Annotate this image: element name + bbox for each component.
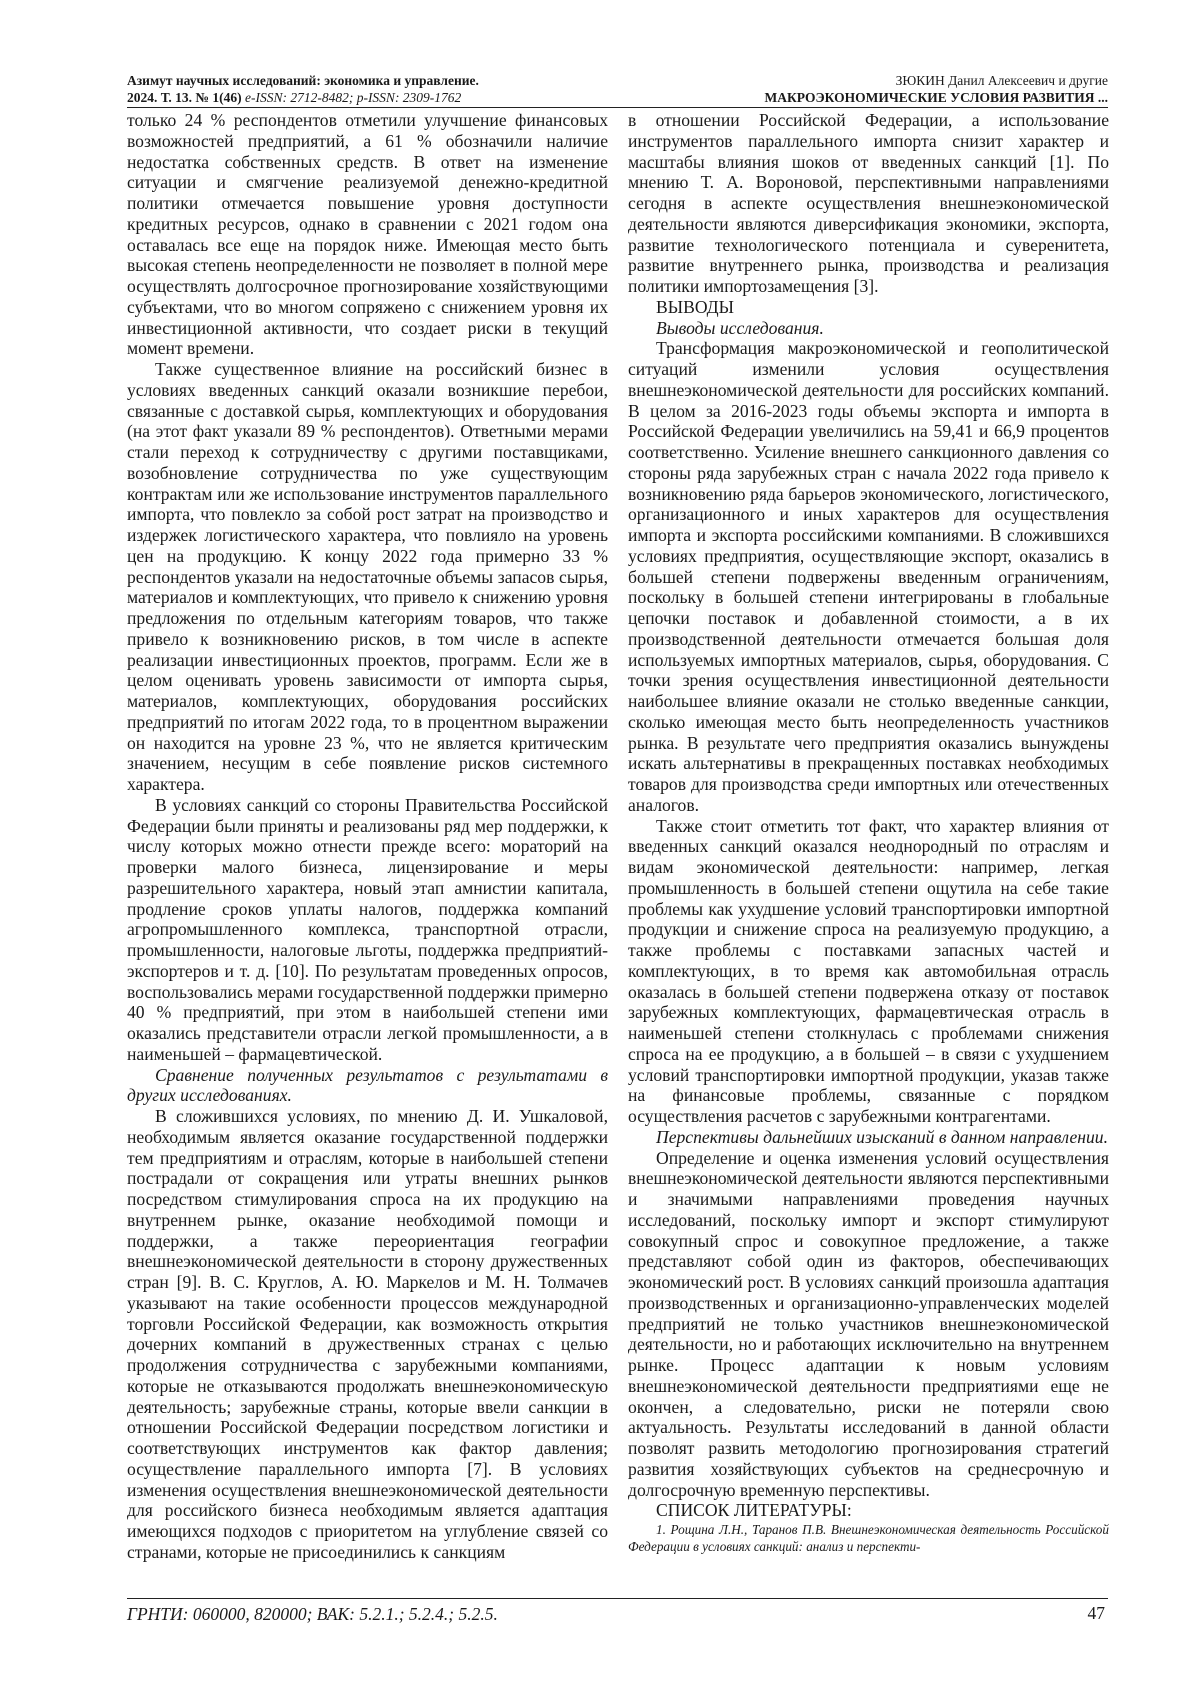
right-column — [628, 110, 1109, 1555]
article-authors: ЗЮКИН Данил Алексеевич и другие — [895, 73, 1108, 88]
prospects-subheading: Перспективы дальнейших изысканий в данном направлении. — [656, 1126, 1108, 1147]
paragraph: Трансформация макроэкономической и геополитической ситуаций изменили условия осуществления внешнеэкономической деятельности для российских компаний. В целом за 2016-2023 годы объемы экспорта и импорта в Российской Федерации увеличились на 59,41 и 66,9 процентов соответственно. Усиление внешнего санкционного давления со стороны ряда зарубежных стран с начала 2022 года привело к возникновению ряда барьеров экономического, логистического, организационного и иных характеров для осуществления импорта и экспорта российскими компаниями. В сложившихся условиях предприятия, осуществляющие экспорт, оказались в большей степени подвержены введенным ограничениям, поскольку в большей степени интегрированы в глобальные цепочки поставок и добавленной стоимости, а в их производственной деятельности отмечается большая доля используемых импортных материалов, сырья, оборудования. С точки зрения осуществления инвестиционной деятельности наибольшее влияние оказали не столько введенные санкции, сколько имеющая место быть неопределенность участников рынка. В результате чего предприятия оказались вынуждены искать альтернативы в прекращенных поставках необходимых товаров для производства среди импортных или отечественных аналогов. — [628, 338, 1109, 815]
article-header — [588, 72, 1108, 106]
journal-issn: e-ISSN: 2712-8482; p-ISSN: 2309-1762 — [244, 90, 462, 105]
article-short-title: МАКРОЭКОНОМИЧЕСКИЕ УСЛОВИЯ РАЗВИТИЯ ... — [764, 90, 1108, 105]
paragraph: Также стоит отметить тот факт, что характер влияния от введенных санкций оказался неоднородный по отраслям и видам экономической деятельности: например, легкая промышленность в большей степени ощутила на себе такие проблемы как ухудшение условий транспортировки импортной продукции и снижение спроса на реализуемую продукцию, а также проблемы с поставками запасных частей и комплектующих, в то время как автомобильная отрасль оказалась в большей степени подвержена отказу от поставок зарубежных комплектующих, фармацевтическая отрасль в наименьшей степени столкнулась с проблемами снижения спроса на ее продукцию, а в большей – в связи с ухудшением условий транспортировки импортной продукции, указав также на финансовые проблемы, связанные с порядком осуществления расчетов с зарубежными контрагентами. — [628, 815, 1109, 1126]
references-heading: СПИСОК ЛИТЕРАТУРЫ: — [656, 1500, 852, 1521]
conclusions-subheading: Выводы исследования. — [656, 317, 824, 338]
journal-issue — [127, 89, 597, 106]
paragraph: только 24 % респондентов отметили улучшение финансовых возможностей предприятий, а 61 % обозначили наличие недостатка собственных средств. В ответ на изменение ситуации и смягчение реализуемой денежно-кредитной политики отмечается повышение уровня доступности кредитных ресурсов, однако в сравнении с 2021 годом она оставалась все еще на порядок ниже. Имеющая место быть высокая степень неопределенности не позволяет в полной мере осуществлять долгосрочное прогнозирование хозяйствующими субъектами, что во многом сопряжено с снижением уровня их инвестиционной активности, что создает риски в текущий момент времени. — [127, 110, 608, 359]
journal-title: Азимут научных исследований: экономика и управление. — [127, 73, 479, 88]
header-divider — [127, 107, 1108, 108]
conclusions-heading: ВЫВОДЫ — [656, 296, 734, 317]
paragraph: Определение и оценка изменения условий осуществления внешнеэкономической деятельности являются перспективными и значимыми направлениями проведения научных исследований, поскольку импорт и экспорт стимулируют совокупный спрос и совокупное предложение, а также представляют собой один из факторов, обеспечивающих экономический рост. В условиях санкций произошла адаптация производственных и организационно-управленческих моделей предприятий не только участников внешнеэкономической деятельности, но и работающих исключительно на внутреннем рынке. Процесс адаптации к новым условиям внешнеэкономической деятельности предприятиями еще не окончен, а следовательно, риски не потеряли свою актуальность. Результаты исследований в данной области позволят развить методологию прогнозирования стратегий развития хозяйствующих субъектов на среднесрочную и долгосрочную временную перспективы. — [628, 1147, 1109, 1500]
reference-item: 1. Рощина Л.Н., Таранов П.В. Внешнеэкономическая деятельность Российской Федерации в условиях санкций: анализ и перспекти- — [628, 1522, 1109, 1554]
comparison-subheading: Сравнение полученных результатов с результатами в других исследованиях. — [127, 1064, 608, 1106]
paragraph: Также существенное влияние на российский бизнес в условиях введенных санкций оказали возникшие перебои, связанные с доставкой сырья, комплектующих и оборудования (на этот факт указали 89 % респондентов). Ответными мерами стали переход к сотрудничеству с другими поставщиками, возобновление сотрудничества по уже существующим контрактам или же использование инструментов параллельного импорта, что повлекло за собой рост затрат на производство и издержек логистического характера, что повлияло на уровень цен на продукцию. К концу 2022 года примерно 33 % респондентов указали на недостаточные объемы запасов сырья, материалов и комплектующих, что привело к снижению уровня предложения по отдельным категориям товаров, что также привело к возникновению рисков, в том числе в аспекте реализации инвестиционных проектов, программ. Если же в целом оценивать уровень зависимости от импорта сырья, материалов, комплектующих, оборудования российских предприятий по итогам 2022 года, то в процентном выражении он находится на уровне 23 %, что не является критическим значением, несущим в себе появление рисков системного характера. — [127, 359, 608, 794]
journal-header — [127, 72, 597, 106]
paragraph: в отношении Российской Федерации, а использование инструментов параллельного импорта снизит характер и масштабы влияния шоков от введенных санкций [1]. По мнению Т. А. Вороновой, перспективными направлениями сегодня в аспекте осуществления внешнеэкономической деятельности являются диверсификация экономики, экспорта, развитие технологического потенциала и суверенитета, развитие внутреннего рынка, производства и реализация политики импортозамещения [3]. — [628, 110, 1109, 296]
journal-volume: 2024. Т. 13. № 1(46) — [127, 90, 242, 105]
left-column — [127, 110, 608, 1563]
classification-codes: ГРНТИ: 060000, 820000; ВАК: 5.2.1.; 5.2.4.; 5.2.5. — [127, 1604, 498, 1624]
page-number: 47 — [1087, 1603, 1105, 1623]
paragraph: В сложившихся условиях, по мнению Д. И. Ушкаловой, необходимым является оказание государственной поддержки тем предприятиям и отраслям, которые в наибольшей степени пострадали от сокращения или утраты внешних рынков посредством стимулирования спроса на их продукцию на внутреннем рынке, оказание необходимой помощи и поддержки, а также переориентация географии внешнеэкономической деятельности в сторону дружественных стран [9]. В. С. Круглов, А. Ю. Маркелов и М. Н. Толмачев указывают на такие особенности процессов международной торговли Российской Федерации, как возможность открытия дочерних компаний в дружественных странах с целью продолжения сотрудничества с зарубежными компаниями, которые не отказываются продолжать внешнеэкономическую деятельность; зарубежные страны, которые ввели санкции в отношении Российской Федерации посредством логистики и соответствующих инструментов как фактор давления; осуществление параллельного импорта [7]. В условиях изменения осуществления внешнеэкономической деятельности для российского бизнеса необходимым является адаптация имеющихся подходов с приоритетом на углубление связей со странами, которые не присоединились к санкциям — [127, 1106, 608, 1562]
footer-divider — [127, 1598, 1108, 1599]
paragraph: В условиях санкций со стороны Правительства Российской Федерации были приняты и реализованы ряд мер поддержки, к числу которых можно отнести прежде всего: мораторий на проверки малого бизнеса, лицензирование и меры разрешительного характера, новый этап амнистии капитала, продление сроков уплаты налогов, поддержка компаний агропромышленного комплекса, транспортной отрасли, промышленности, налоговые льготы, поддержка предприятий-экспортеров и т. д. [10]. По результатам проведенных опросов, воспользовались мерами государственной поддержки примерно 40 % предприятий, при этом в наибольшей степени ими оказались представители отрасли легкой промышленности, а в наименьшей – фармацевтической. — [127, 794, 608, 1064]
